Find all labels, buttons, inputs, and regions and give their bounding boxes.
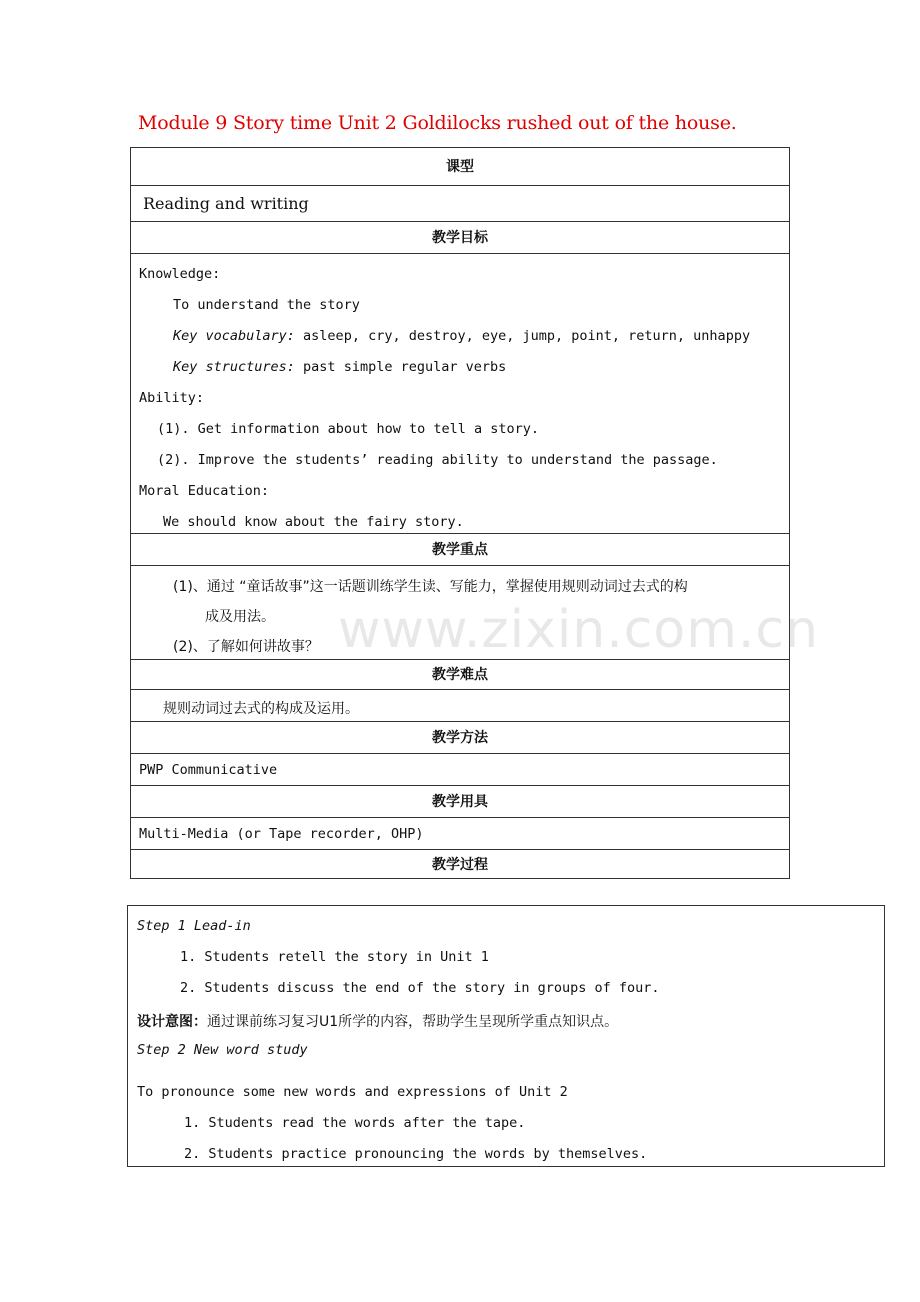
tools-value: Multi-Media (or Tape recorder, OHP) — [139, 826, 424, 842]
structures-value: past simple regular verbs — [294, 359, 507, 375]
methods-row — [131, 754, 789, 786]
structures-line — [173, 359, 506, 375]
vocab-value: asleep, cry, destroy, eye, jump, point, return, unhappy — [294, 328, 751, 344]
process-header-row — [131, 850, 789, 878]
lesson-type-row — [131, 186, 789, 222]
objectives-header-row — [131, 222, 789, 254]
step2-title: Step 2 New word study — [137, 1042, 308, 1058]
design-intent-label: 设计意图： — [137, 1014, 207, 1030]
design-intent — [137, 1011, 618, 1031]
difficulties-value: 规则动词过去式的构成及运用。 — [163, 701, 359, 717]
knowledge-label: Knowledge: — [139, 266, 221, 282]
lesson-type-value: Reading and writing — [143, 194, 309, 213]
difficulties-header-row — [131, 660, 789, 690]
ability-item-2: (2). Improve the students’ reading ability to understand the passage. — [157, 452, 718, 468]
methods-value: PWP Communicative — [139, 762, 278, 778]
methods-header-row — [131, 722, 789, 754]
process-header: 教学过程 — [432, 857, 488, 873]
vocab-label: Key vocabulary: — [173, 328, 295, 344]
ability-label: Ability: — [139, 390, 205, 406]
key-point-1b: 成及用法。 — [205, 609, 275, 625]
tools-header: 教学用具 — [432, 794, 488, 810]
step2-item-1: 1. Students read the words after the tape. — [184, 1115, 526, 1131]
step2-intro: To pronounce some new words and expressions of Unit 2 — [137, 1084, 568, 1100]
step1-title: Step 1 Lead-in — [137, 918, 251, 934]
step2-item-2: 2. Students practice pronouncing the words by themselves. — [184, 1146, 648, 1162]
steps-box — [127, 905, 885, 1167]
objectives-header: 教学目标 — [432, 230, 488, 246]
key-points-header: 教学重点 — [432, 542, 488, 558]
knowledge-line: To understand the story — [173, 297, 360, 313]
key-point-1a: (1)、通过 “童话故事”这一话题训练学生读、写能力，掌握使用规则动词过去式的构 — [173, 579, 688, 595]
watermark: www.zixin.com.cn — [338, 600, 819, 660]
key-point-2: (2)、了解如何讲故事？ — [173, 639, 319, 655]
objectives-body — [131, 254, 789, 534]
document-title: Module 9 Story time Unit 2 Goldilocks rushed out of the house. — [138, 112, 737, 134]
lesson-type-header: 课型 — [446, 159, 474, 175]
moral-line: We should know about the fairy story. — [163, 514, 464, 530]
difficulties-header: 教学难点 — [432, 667, 488, 683]
lesson-type-header-row — [131, 148, 789, 186]
moral-label: Moral Education: — [139, 483, 270, 499]
step1-item-1: 1. Students retell the story in Unit 1 — [180, 949, 489, 965]
vocab-line — [173, 328, 750, 344]
tools-header-row — [131, 786, 789, 818]
design-intent-text: 通过课前练习复习U1所学的内容，帮助学生呈现所学重点知识点。 — [207, 1014, 619, 1030]
methods-header: 教学方法 — [432, 730, 488, 746]
step1-item-2: 2. Students discuss the end of the story in groups of four. — [180, 980, 660, 996]
tools-row — [131, 818, 789, 850]
difficulties-row — [131, 690, 789, 722]
lesson-plan-table — [130, 147, 790, 879]
structures-label: Key structures: — [173, 359, 295, 375]
key-points-header-row — [131, 534, 789, 566]
ability-item-1: (1). Get information about how to tell a story. — [157, 421, 540, 437]
